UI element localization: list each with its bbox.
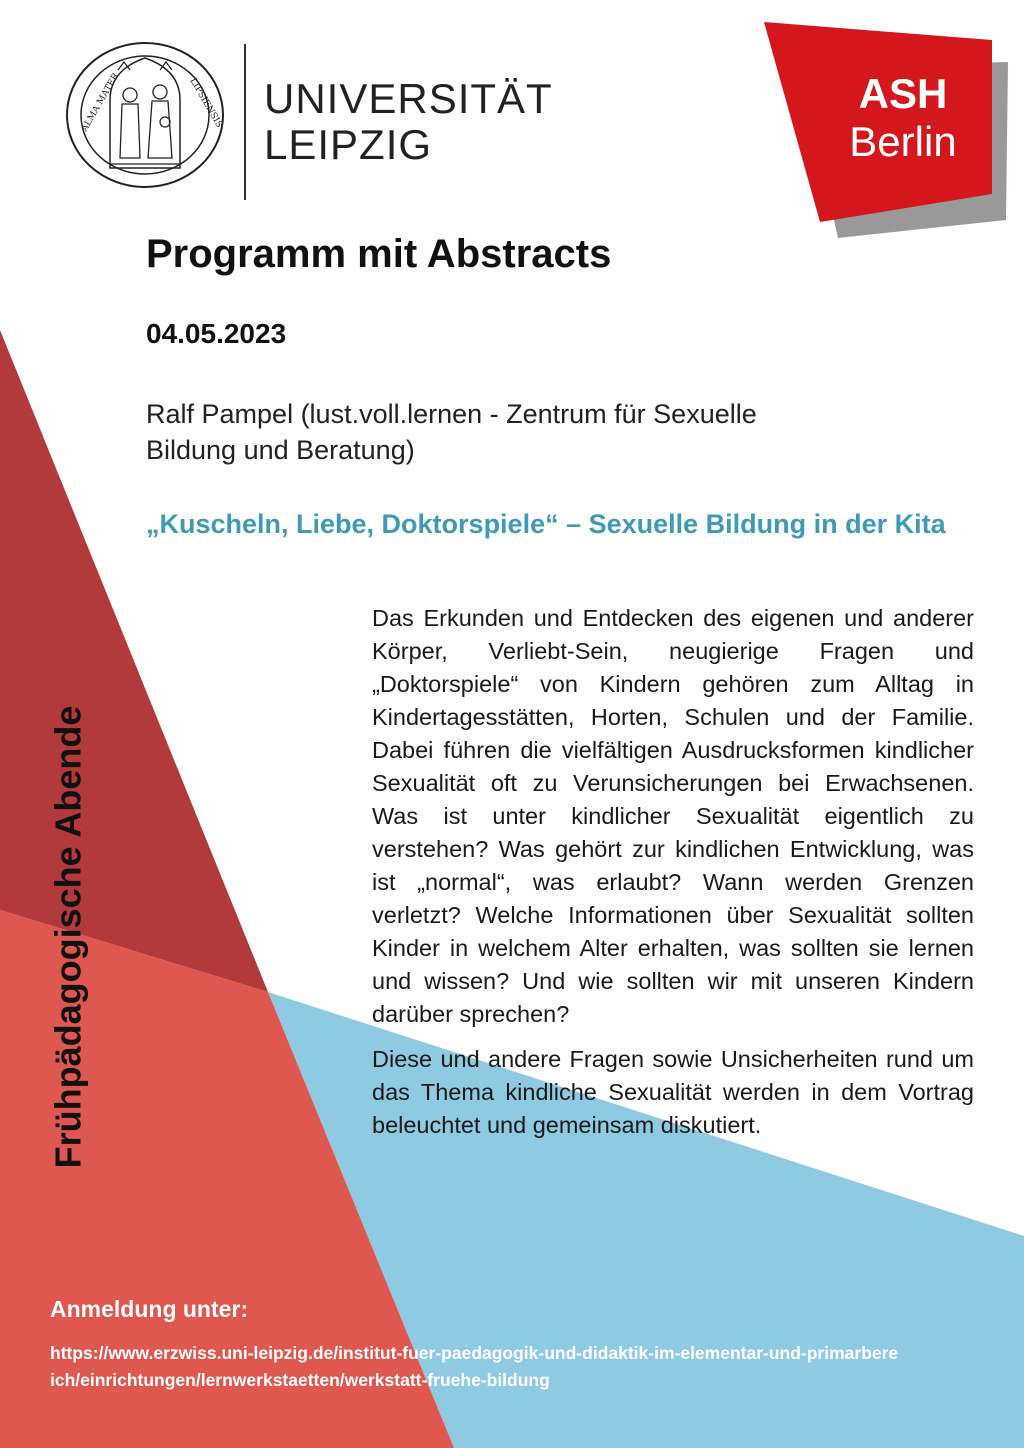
series-title-text: Frühpädagogische Abende	[47, 705, 88, 1169]
ash-logo-line2: Berlin	[849, 118, 957, 165]
abstract-paragraph-2: Diese und andere Fragen sowie Unsicherheiten rund um das Thema kindliche Sexualität werden in dem Vortrag beleuchtet und gemeinsam diskutiert.	[372, 1046, 974, 1138]
registration-link[interactable]: https://www.erzwiss.uni-leipzig.de/institut-fuer-paedagogik-und-didaktik-im-elementar-und-primarbereich/einrichtungen/lernwerkstaetten/werkstatt-fruehe-bildung	[50, 1343, 899, 1390]
speaker-line2: Bildung und Beratung)	[146, 435, 415, 465]
talk-title: „Kuscheln, Liebe, Doktorspiele“ – Sexuelle Bildung in der Kita	[146, 509, 946, 539]
ash-logo-text	[818, 70, 988, 166]
page-title: Programm mit Abstracts	[146, 232, 612, 276]
abstract-paragraph-1: Das Erkunden und Entdecken des eigenen und anderer Körper, Verliebt-Sein, neugierige Fragen und „Doktorspiele“ von Kindern gehören zum Alltag in Kindertagesstätten, Horten, Schulen und der Familie. Dabei führen die vielfältigen Ausdrucksformen kindlicher Sexualität oft zu Verunsicherungen bei Erwachsenen. Was ist unter kindlicher Sexualität eigentlich zu verstehen? Was gehört zur kindlichen Entwicklung, was ist „normal“, was erlaubt? Wann werden Grenzen verletzt? Welche Informationen über Sexualität sollten Kinder in welchem Alter erhalten, was sollten sie lernen und wissen? Und wie sollten wir mit unseren Kindern darüber sprechen?	[372, 605, 974, 1027]
ash-logo-line1: ASH	[858, 70, 948, 117]
registration-label: Anmeldung unter:	[50, 1296, 249, 1322]
university-name-line1: UNIVERSITÄT	[264, 75, 553, 122]
university-name-line2: LEIPZIG	[264, 121, 433, 168]
speaker-line1: Ralf Pampel (lust.voll.lernen - Zentrum für Sexuelle	[146, 399, 757, 429]
svg-text:LIPSIENSIS: LIPSIENSIS	[187, 76, 224, 130]
university-seal-logo	[62, 40, 228, 190]
event-date: 04.05.2023	[146, 318, 287, 349]
abstract-text	[372, 602, 974, 1154]
logo-divider	[244, 44, 246, 200]
svg-text:ALMA MATER: ALMA MATER	[79, 71, 122, 134]
university-name	[264, 76, 553, 168]
speaker-info	[146, 396, 866, 468]
series-title	[30, 635, 106, 1239]
